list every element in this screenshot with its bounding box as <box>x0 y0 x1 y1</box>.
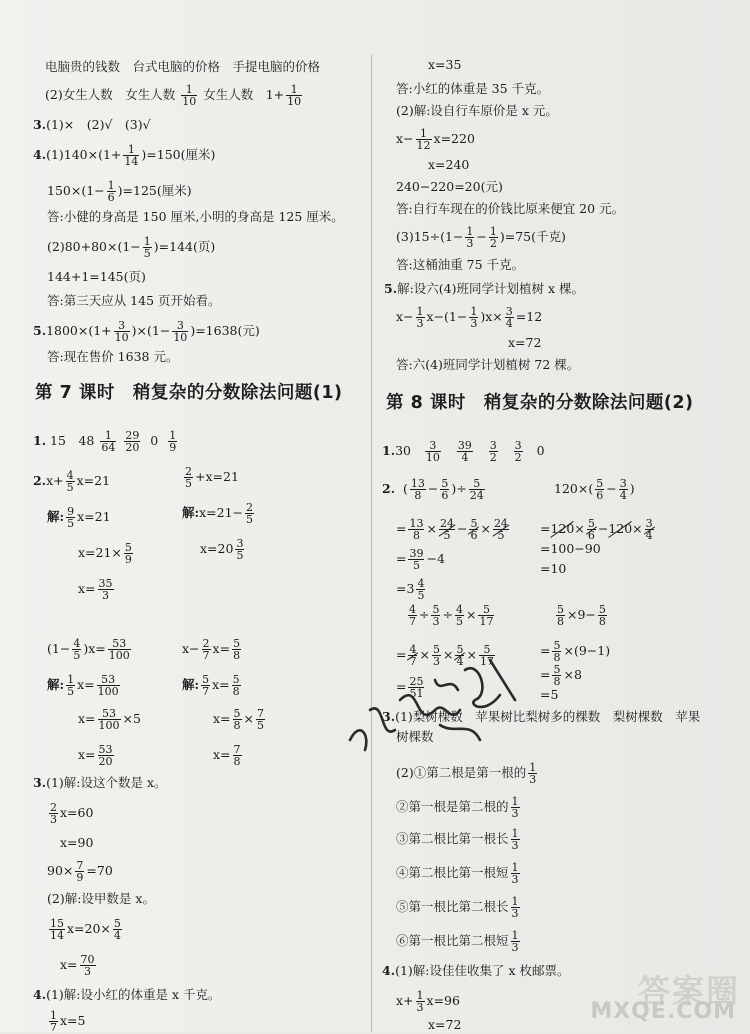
math-line: = $\frac{5}{8}$ ×(9−1) <box>540 639 611 664</box>
text-line: =10 <box>540 561 567 576</box>
math-line: 解:x=21− $\frac{2}{5}$ <box>182 501 254 526</box>
math-line: = $\frac{5}{8}$ ×8 <box>540 663 582 688</box>
text-line: 答:小健的身高是 150 厘米,小明的身高是 125 厘米。 <box>47 209 344 224</box>
math-line: (1− $\frac{4}{5}$ )x= $\frac{53}{100}$ <box>47 637 130 662</box>
text-line: 5.解:设六(4)班同学计划植树 x 棵。 <box>384 281 584 296</box>
text-line: 答:第三天应从 145 页开始看。 <box>47 293 221 308</box>
math-line: x− $\frac{2}{7}$ x= $\frac{5}{8}$ <box>182 637 241 662</box>
watermark-text: 答案圈 <box>637 972 740 1010</box>
text-line: x=90 <box>60 835 94 850</box>
math-line: x=21× $\frac{5}{9}$ <box>78 541 132 566</box>
text-line: x=240 <box>428 157 470 172</box>
math-line: x− $\frac{1}{3}$ x−(1− $\frac{1}{3}$ )x× $\frac{3}{4}$ =12 <box>396 305 543 330</box>
math-line: (2)80+80×(1− $\frac{1}{5}$ )=144(页) <box>47 235 216 260</box>
math-line: $\frac{4}{7}$ ÷ $\frac{5}{3}$ ÷ $\frac{4}{5}$ × $\frac{5}{17}$ <box>409 603 494 628</box>
math-line: 1. 15 48 $\frac{1}{64}$ $\frac{29}{20}$ 0 $\frac{1}{9}$ <box>33 429 177 454</box>
watermark-domain: MXQE.COM <box>590 999 736 1024</box>
math-line: =120× $\frac{5}{6}$ −120× $\frac{3}{4}$ <box>540 517 653 542</box>
math-line: (2)女生人数 女生人数 $\frac{1}{10}$ 女生人数 1+ $\frac{1}{10}$ <box>45 83 302 108</box>
text-line: 4.(1)解:设佳佳收集了 x 枚邮票。 <box>382 963 570 978</box>
text-line: (2)解:设自行车原价是 x 元。 <box>396 103 558 118</box>
section-heading: 第 7 课时 稍复杂的分数除法问题(1) <box>35 383 343 403</box>
text-line: =5 <box>540 687 559 702</box>
text-line: 答:小红的体重是 35 千克。 <box>396 81 550 96</box>
text-line: =100−90 <box>540 541 601 556</box>
handwriting-signature <box>340 640 540 770</box>
math-line: 4.(1)140×(1+ $\frac{1}{14}$ )=150(厘米) <box>33 143 216 168</box>
text-line: 答:这桶油重 75 千克。 <box>396 257 525 272</box>
text-line: 树棵数 <box>396 729 434 744</box>
text-line: 3.(1)× (2)√ (3)√ <box>33 117 151 132</box>
math-line: ③第二根比第一根长 $\frac{1}{3}$ <box>396 827 519 852</box>
math-line: 5.1800×(1+ $\frac{3}{10}$ )×(1− $\frac{3}{10}$ )=1638(元) <box>33 319 260 344</box>
math-line: ④第二根比第一根短 $\frac{1}{3}$ <box>396 861 519 886</box>
text-line: 4.(1)解:设小红的体重是 x 千克。 <box>33 987 221 1002</box>
text-line: 答:现在售价 1638 元。 <box>47 349 179 364</box>
math-line: 1.30 $\frac{3}{10}$ $\frac{39}{4}$ $\frac{3}{2}$ $\frac{3}{2}$ 0 <box>382 439 545 464</box>
text-line: 答:六(4)班同学计划植树 72 棵。 <box>396 357 580 372</box>
math-line: 解: $\frac{9}{5}$ x=21 <box>47 505 111 530</box>
math-line: x= $\frac{5}{8}$ × $\frac{7}{5}$ <box>213 707 265 732</box>
math-line: = $\frac{25}{51}$ <box>396 675 424 700</box>
math-line: 解: $\frac{1}{5}$ x= $\frac{53}{100}$ <box>47 673 119 698</box>
math-line: $\frac{15}{14}$ x=20× $\frac{5}{4}$ <box>50 917 121 942</box>
section-heading: 第 8 课时 稍复杂的分数除法问题(2) <box>386 393 694 413</box>
math-line: (3)15÷(1− $\frac{1}{3}$ − $\frac{1}{2}$ )=75(千克) <box>396 225 566 250</box>
math-line: ⑥第一根比第二根短 $\frac{1}{3}$ <box>396 929 519 954</box>
text-line: x=72 <box>428 1017 462 1032</box>
text-line: 240−220=20(元) <box>396 179 503 194</box>
math-line: x= $\frac{53}{100}$ ×5 <box>78 707 141 732</box>
math-line: $\frac{2}{3}$ x=60 <box>50 801 94 826</box>
text-line: 电脑贵的钱数 台式电脑的价格 手提电脑的价格 <box>45 59 321 74</box>
math-line: =3 $\frac{4}{5}$ <box>396 577 425 602</box>
math-line: 120×( $\frac{5}{6}$ − $\frac{3}{4}$ ) <box>554 477 635 502</box>
math-line: = $\frac{13}{8}$ × $\frac{24}{5}$ − $\frac{5}{6}$ × $\frac{24}{5}$ <box>396 517 508 542</box>
math-line: (2)①第二根是第一根的 $\frac{1}{3}$ <box>396 761 537 786</box>
math-line: x− $\frac{1}{12}$ x=220 <box>396 127 475 152</box>
math-line: x=20 $\frac{3}{5}$ <box>200 537 244 562</box>
text-line: x=72 <box>508 335 542 350</box>
text-line: x=35 <box>428 57 462 72</box>
math-line: 2. ( $\frac{13}{8}$ − $\frac{5}{6}$ )÷ $\frac{5}{24}$ <box>382 477 484 502</box>
math-line: 2.x+ $\frac{4}{5}$ x=21 <box>33 469 111 494</box>
text-line: 144+1=145(页) <box>47 269 146 284</box>
math-line: $\frac{5}{8}$ ×9− $\frac{5}{8}$ <box>557 603 606 628</box>
math-line: 解: $\frac{5}{7}$ x= $\frac{5}{8}$ <box>182 673 240 698</box>
fraction: $\frac{1}{10}$ <box>182 83 197 108</box>
column-divider <box>371 55 372 1032</box>
math-line: x= $\frac{53}{20}$ <box>78 743 113 768</box>
text-line: (2)解:设甲数是 x。 <box>47 891 155 906</box>
math-line: 90× $\frac{7}{9}$ =70 <box>47 859 113 884</box>
fraction: $\frac{1}{10}$ <box>287 83 302 108</box>
math-line: x= $\frac{7}{8}$ <box>213 743 241 768</box>
text-line: 3.(1)梨树棵数 苹果树比梨树多的棵数 梨树棵数 苹果 <box>382 709 701 724</box>
math-line: $\frac{1}{7}$ x=5 <box>50 1009 86 1034</box>
math-line: x+ $\frac{1}{3}$ x=96 <box>396 989 460 1014</box>
math-line: = $\frac{4}{7}$ × $\frac{5}{3}$ × $\frac{5}{4}$ × $\frac{5}{17}$ <box>396 643 494 668</box>
text-line: 3.(1)解:设这个数是 x。 <box>33 775 167 790</box>
math-line: $\frac{2}{5}$ +x=21 <box>185 465 239 490</box>
math-line: ⑤第一根比第二根长 $\frac{1}{3}$ <box>396 895 519 920</box>
math-line: ②第一根是第二根的 $\frac{1}{3}$ <box>396 795 519 820</box>
math-line: x= $\frac{70}{3}$ <box>60 953 95 978</box>
watermark-logo <box>590 964 744 1024</box>
math-line: = $\frac{39}{5}$ −4 <box>396 547 445 572</box>
text-line: 答:自行车现在的价钱比原来便宜 20 元。 <box>396 201 625 216</box>
math-line: 150×(1− $\frac{1}{6}$ )=125(厘米) <box>47 179 192 204</box>
math-line: x= $\frac{35}{3}$ <box>78 577 113 602</box>
